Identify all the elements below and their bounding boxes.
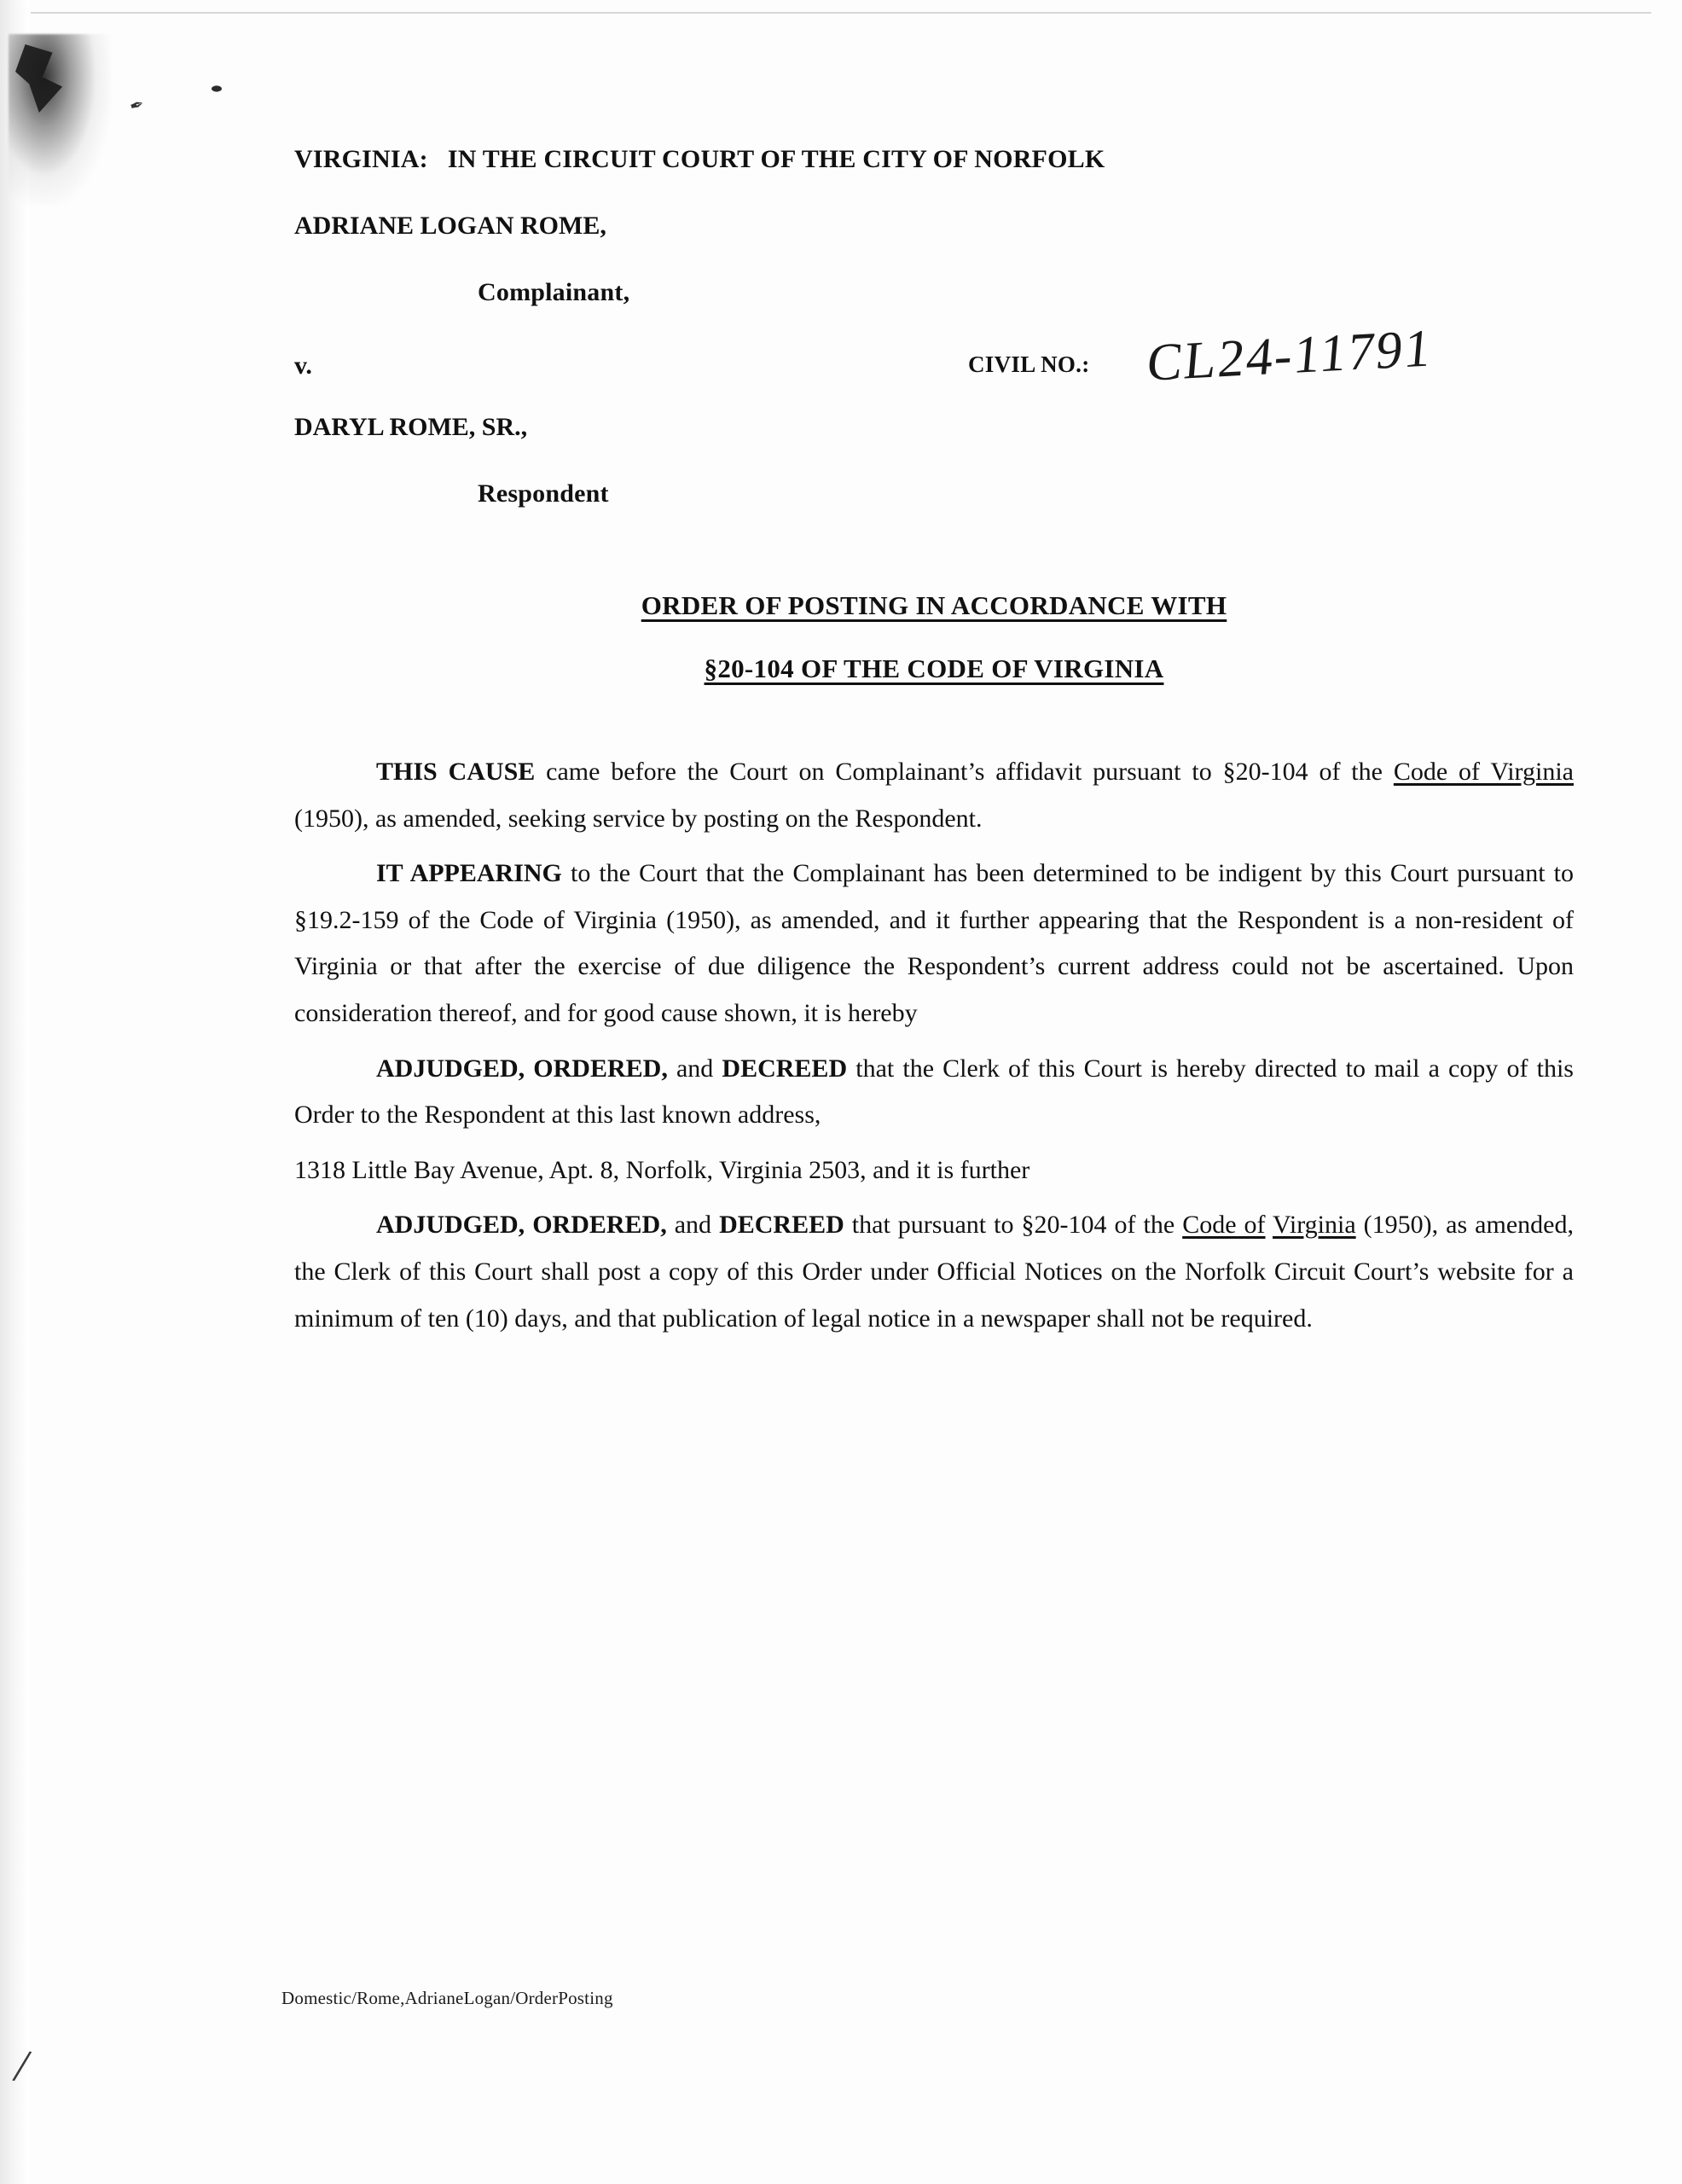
paragraph-3-lead-b: DECREED	[722, 1054, 848, 1083]
paragraph-adjudged-posting	[294, 1202, 1574, 1342]
paragraph-4-underlined-cite-2: Virginia	[1273, 1211, 1356, 1240]
paragraph-3-body: that the Clerk of this Court is hereby directed to mail a copy of this Order to the Respondent at this last known address,	[294, 1054, 1574, 1130]
respondent-last-known-address: 1318 Little Bay Avenue, Apt. 8, Norfolk, Virginia 2503, and it is further	[294, 1155, 1030, 1184]
civil-number-label: CIVIL NO.:	[968, 351, 1090, 377]
paragraph-this-cause	[294, 749, 1574, 842]
paragraph-it-appearing	[294, 851, 1574, 1037]
document-title-line-1: ORDER OF POSTING IN ACCORDANCE WITH	[641, 590, 1227, 620]
document-title	[294, 590, 1574, 684]
paragraph-4-underlined-cite-1: Code of	[1182, 1211, 1266, 1240]
paragraph-3-lead-a: ADJUDGED, ORDERED,	[376, 1054, 668, 1083]
paragraph-4-mid: and	[666, 1211, 720, 1240]
document-body	[294, 145, 1574, 1350]
pen-stroke-artifact: /	[9, 2039, 34, 2094]
paragraph-4-lead-a: ADJUDGED, ORDERED,	[376, 1211, 667, 1240]
versus-label: v.	[294, 351, 312, 380]
paragraph-adjudged-mail	[294, 1046, 1574, 1139]
paragraph-1-body: came before the Court on Complainant’s affidavit pursuant to §20-104 of the	[535, 758, 1394, 786]
pen-tick-mark-icon: ✒	[127, 95, 148, 118]
civil-number-handwritten-value: CL24-11791	[1145, 319, 1436, 392]
scan-top-border-line	[31, 12, 1651, 14]
paragraph-1-tail: (1950), as amended, seeking service by posting on the Respondent.	[294, 804, 983, 833]
paragraph-1-underlined-cite: Code of Virginia	[1393, 758, 1574, 786]
complainant-name: ADRIANE LOGAN ROME,	[294, 212, 606, 240]
paragraph-1-lead: THIS CAUSE	[376, 758, 536, 786]
paragraph-4-lead-b: DECREED	[719, 1211, 844, 1240]
footer-file-reference: Domestic/Rome,AdrianeLogan/OrderPosting	[281, 1988, 613, 2008]
paragraph-4-body-1: that pursuant to §20-104 of the	[844, 1211, 1183, 1240]
document-title-line-2: §20-104 OF THE CODE OF VIRGINIA	[704, 653, 1164, 683]
respondent-name: DARYL ROME, SR.,	[294, 413, 528, 441]
versus-row	[294, 319, 1574, 398]
paragraph-3-mid: and	[667, 1054, 722, 1083]
paragraph-2-lead: IT APPEARING	[376, 859, 562, 888]
scan-edge-shadow	[0, 0, 29, 2184]
paragraph-2-body: to the Court that the Complainant has been determined to be indigent by this Court pursuant to §19.2-159 of the Code of Virginia (1950), as amended, and it further appearing that the Respondent is a non-resident of Virginia or that after the exercise of due diligence the Respondent’s current address could not be ascertained. Upon consideration thereof, and for good cause shown, it is hereby	[294, 859, 1574, 1027]
paragraph-4-body-2: (1950), as amended, the Clerk of this Court shall post a copy of this Order under Official Notices on the Norfolk Circuit Court’s website for a minimum of ten (10) days, and that publication of legal notice in a newspaper shall not be required.	[294, 1211, 1574, 1333]
respondent-label: Respondent	[478, 479, 609, 508]
complainant-label: Complainant,	[478, 278, 630, 306]
court-caption-line: VIRGINIA: IN THE CIRCUIT COURT OF THE CITY OF NORFOLK	[294, 145, 1105, 173]
ink-dot-artifact	[212, 85, 222, 91]
